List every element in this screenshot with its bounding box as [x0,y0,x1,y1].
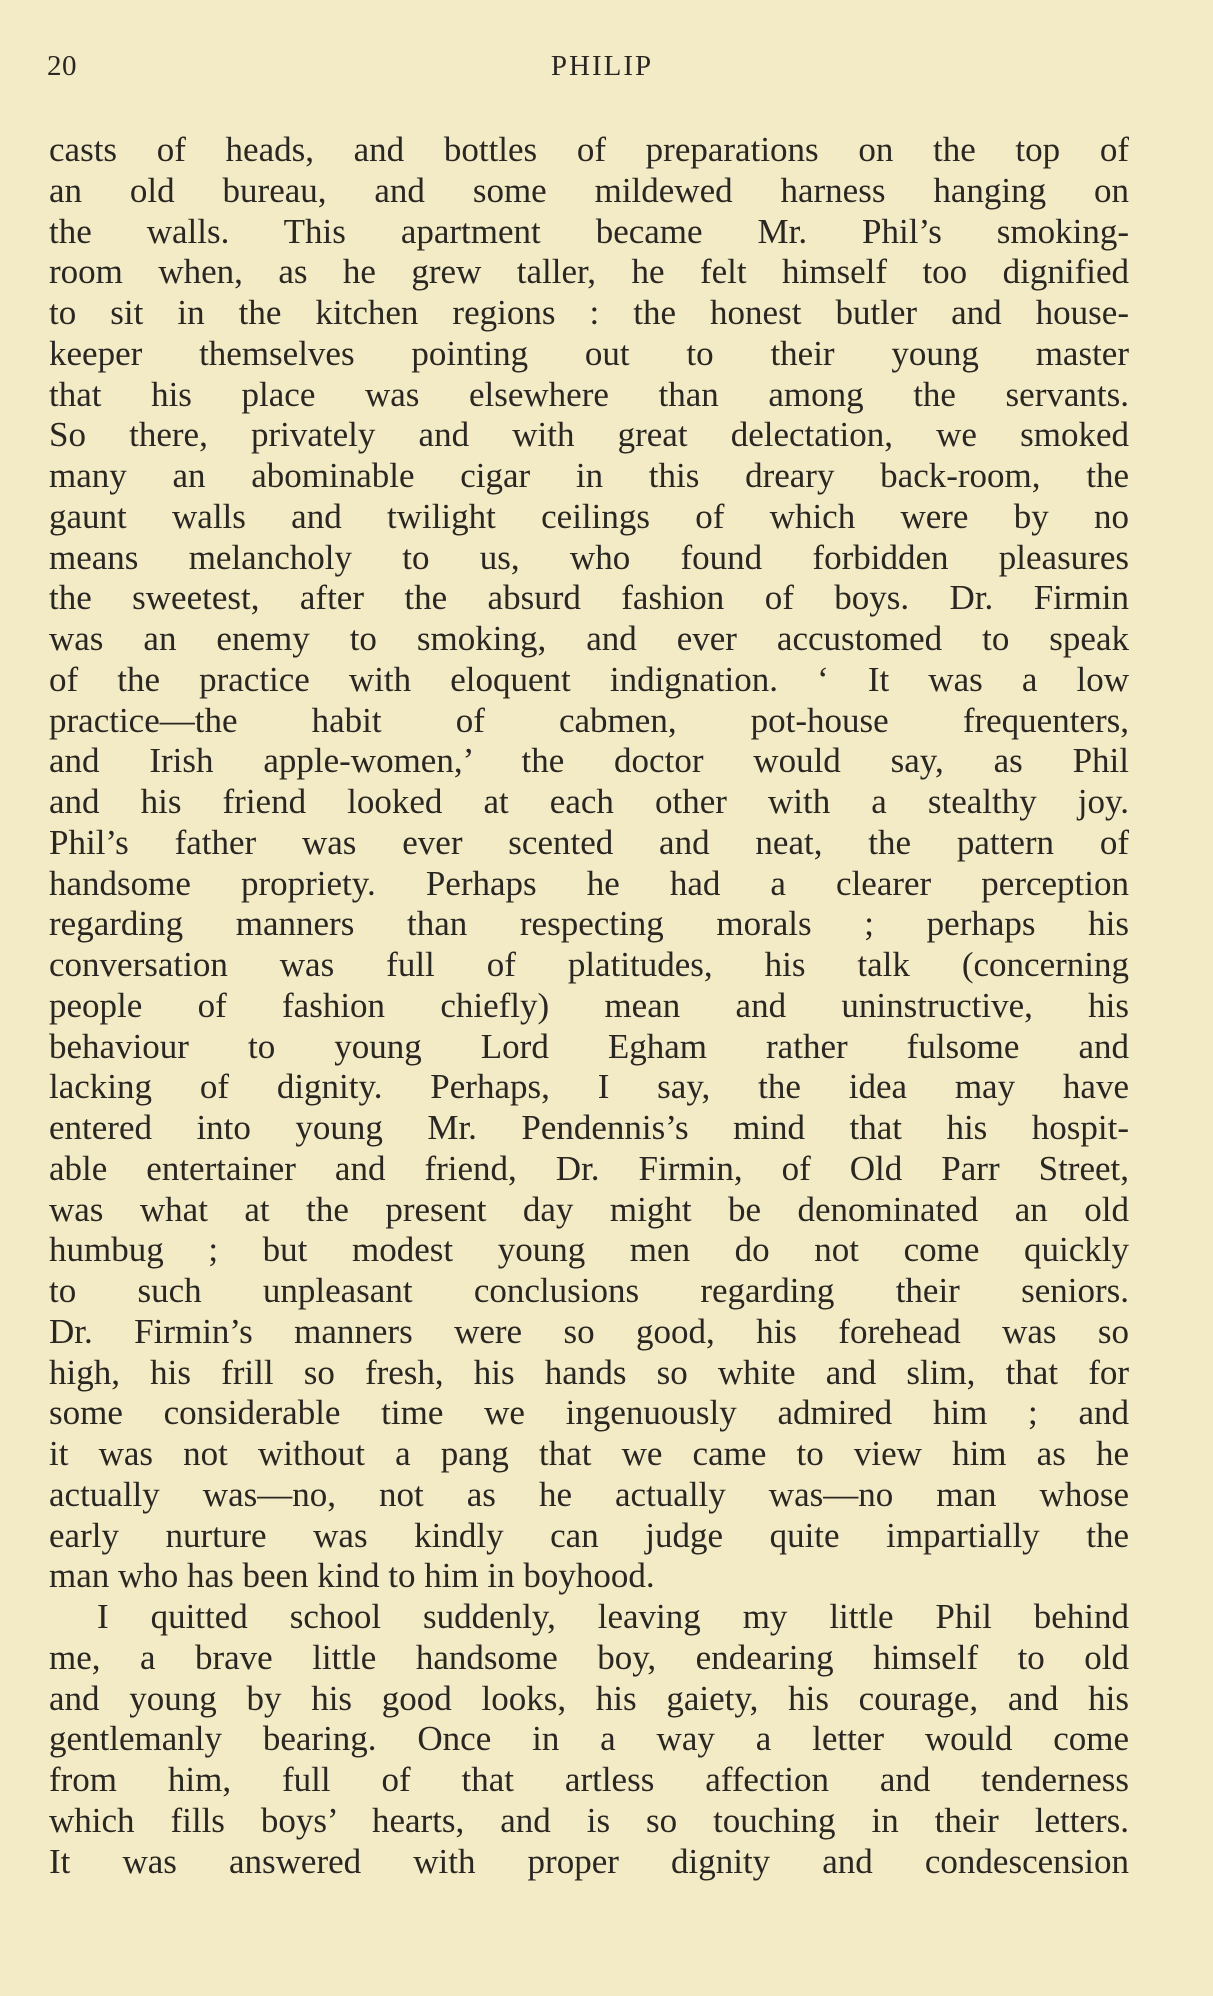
text-line: which fills boys’ hearts, and is so touching in their letters. [49,1800,1129,1840]
text-line: the sweetest, after the absurd fashion of boys. Dr. Firmin [49,578,1129,618]
paragraph-start-line: I quitted school suddenly, leaving my little Phil behind [97,1597,1129,1636]
text-line: was what at the present day might be denominated an old [49,1189,1129,1229]
text-line: Dr. Firmin’s manners were so good, his forehead was so [49,1311,1129,1351]
page-number: 20 [47,50,77,82]
text-line: practice—the habit of cabmen, pot-house frequenters, [49,700,1129,740]
text-line: So there, privately and with great delectation, we smoked [49,415,1129,455]
text-line: many an abominable cigar in this dreary back-room, the [49,456,1129,495]
text-line: gaunt walls and twilight ceilings of which were by no [49,496,1129,536]
text-line: conversation was full of platitudes, his talk (concerning [49,945,1129,984]
text-line: and Irish apple-women,’ the doctor would say, as Phil [49,741,1129,781]
text-line: people of fashion chiefly) mean and uninstructive, his [49,985,1129,1025]
text-line: lacking of dignity. Perhaps, I say, the idea may have [49,1067,1129,1107]
text-line: to sit in the kitchen regions : the honest butler and house- [49,293,1129,332]
text-line: the walls. This apartment became Mr. Phil’s smoking- [49,211,1129,251]
text-line: Phil’s father was ever scented and neat, the pattern of [49,822,1129,862]
text-line: high, his frill so fresh, his hands so white and slim, that for [49,1352,1129,1392]
text-line: handsome propriety. Perhaps he had a clearer perception [49,863,1129,903]
running-head [47,50,1127,90]
body-text [49,130,1129,1882]
text-line: and young by his good looks, his gaiety, his courage, and his [49,1678,1129,1718]
text-line: humbug ; but modest young men do not come quickly [49,1230,1129,1270]
text-line: and his friend looked at each other with a stealthy joy. [49,782,1129,821]
text-line: able entertainer and friend, Dr. Firmin, of Old Parr Street, [49,1148,1129,1188]
text-line: it was not without a pang that we came to view him as he [49,1434,1129,1473]
paragraph-end-line: man who has been kind to him in boyhood. [49,1556,655,1596]
text-line: of the practice with eloquent indignation. ‘ It was a low [49,659,1129,699]
text-line: means melancholy to us, who found forbidden pleasures [49,537,1129,577]
text-line: gentlemanly bearing. Once in a way a letter would come [49,1719,1129,1759]
text-line: to such unpleasant conclusions regarding their seniors. [49,1271,1129,1310]
text-line: casts of heads, and bottles of preparations on the top of [49,130,1129,169]
running-title: PHILIP [550,50,654,82]
text-line: that his place was elsewhere than among the servants. [49,374,1129,414]
text-line: It was answered with proper dignity and condescension [49,1841,1129,1881]
text-line: actually was—no, not as he actually was—no man whose [49,1474,1129,1514]
text-line: me, a brave little handsome boy, endearing himself to old [49,1637,1129,1677]
text-line: some considerable time we ingenuously admired him ; and [49,1393,1129,1433]
text-line: an old bureau, and some mildewed harness hanging on [49,170,1129,210]
text-line: entered into young Mr. Pendennis’s mind that his hospit- [49,1108,1129,1147]
text-line: was an enemy to smoking, and ever accustomed to speak [49,619,1129,658]
text-line: room when, as he grew taller, he felt himself too dignified [49,252,1129,292]
text-line: early nurture was kindly can judge quite impartially the [49,1515,1129,1555]
text-line: from him, full of that artless affection and tenderness [49,1760,1129,1799]
text-line: regarding manners than respecting morals ; perhaps his [49,904,1129,944]
text-line: behaviour to young Lord Egham rather fulsome and [49,1026,1129,1066]
text-line: keeper themselves pointing out to their young master [49,333,1129,373]
